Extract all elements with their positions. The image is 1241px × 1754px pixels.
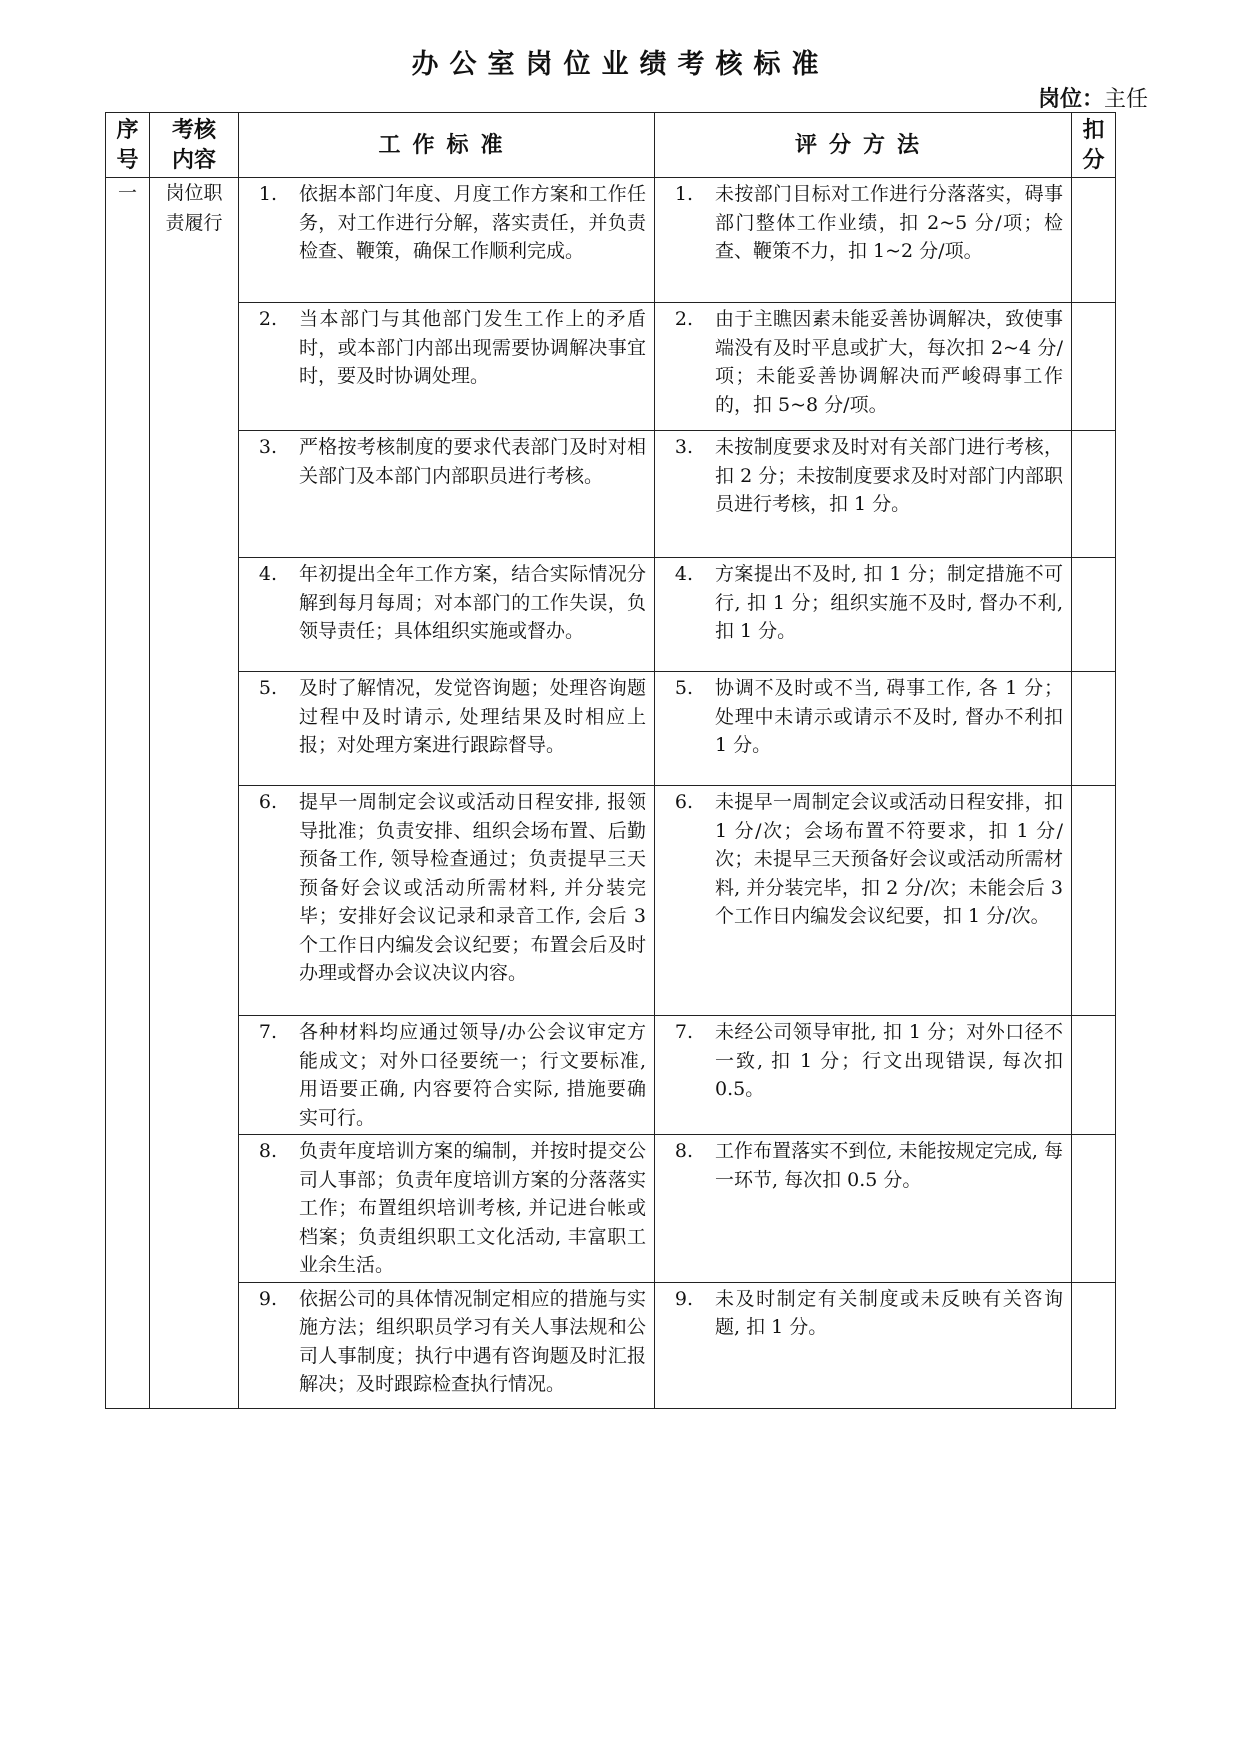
standard-cell (239, 178, 655, 303)
table-row (106, 303, 1116, 431)
method-text: 未按部门目标对工作进行分落落实，碍事部门整体工作业绩，扣 2~5 分/项；检查、鞭策不力，扣 1~2 分/项。 (715, 183, 1063, 262)
standard-text: 依据公司的具体情况制定相应的措施与实施方法；组织职员学习有关人事法规和公司人事制度；执行中遇有咨询题及时汇报解决；及时跟踪检查执行情况。 (299, 1287, 646, 1395)
header-row (106, 113, 1116, 178)
standard-number: 8. (258, 1140, 277, 1162)
method-cell (655, 1282, 1072, 1408)
standard-text: 当本部门与其他部门发生工作上的矛盾时，或本部门内部出现需要协调解决事宜时，要及时协调处理。 (299, 308, 646, 387)
standard-cell (239, 672, 655, 786)
post-value: 主任 (1103, 87, 1148, 112)
deduct-cell[interactable] (1072, 672, 1116, 786)
standard-number: 6. (258, 791, 277, 813)
table-row (106, 672, 1116, 786)
table-row (106, 1282, 1116, 1408)
method-number: 7. (674, 1021, 693, 1043)
table-row (106, 558, 1116, 672)
table-row (106, 786, 1116, 1016)
assessment-table (105, 112, 1116, 1409)
standard-text: 年初提出全年工作方案，结合实际情况分解到每月每周；对本部门的工作失误，负领导责任；具体组织实施或督办。 (299, 563, 646, 642)
method-text: 协调不及时或不当, 碍事工作, 各 1 分；处理中未请示或请示不及时, 督办不利扣 1 分。 (715, 677, 1063, 756)
standard-text: 依据本部门年度、月度工作方案和工作任务，对工作进行分解，落实责任，并负责检查、鞭策，确保工作顺利完成。 (299, 183, 646, 262)
method-number: 5. (674, 677, 693, 699)
method-cell (655, 178, 1072, 303)
standard-text: 负责年度培训方案的编制，并按时提交公司人事部；负责年度培训方案的分落落实工作；布置组织培训考核, 并记进台帐或档案；负责组织职工文化活动, 丰富职工业余生活。 (299, 1140, 646, 1276)
method-cell (655, 431, 1072, 558)
method-cell (655, 1135, 1072, 1283)
standard-cell (239, 558, 655, 672)
deduct-cell[interactable] (1072, 1135, 1116, 1283)
deduct-cell[interactable] (1072, 178, 1116, 303)
table-row (106, 1016, 1116, 1135)
deduct-cell[interactable] (1072, 303, 1116, 431)
method-number: 9. (674, 1287, 693, 1310)
method-cell (655, 303, 1072, 431)
standard-cell (239, 786, 655, 1016)
header-seq: 序号 (106, 113, 150, 178)
table-row (106, 178, 1116, 303)
standard-number: 3. (258, 436, 277, 458)
standard-cell (239, 431, 655, 558)
method-cell (655, 1016, 1072, 1135)
post-line (1038, 82, 1148, 113)
method-cell (655, 558, 1072, 672)
standard-text: 提早一周制定会议或活动日程安排, 报领导批准；负责安排、组织会场布置、后勤预备工作, 领导检查通过；负责提早三天预备好会议或活动所需材料, 并分装完毕；安排好会议记录和录音工作, 会后 3 个工作日内编发会议纪要；布置会后及时办理或督办会议决议内容。 (299, 791, 646, 984)
method-text: 未按制度要求及时对有关部门进行考核，扣 2 分；未按制度要求及时对部门内部职员进行考核，扣 1 分。 (715, 436, 1063, 515)
header-content: 考核内容 (150, 113, 239, 178)
standard-text: 各种材料均应通过领导/办公会议审定方能成文；对外口径要统一；行文要标准, 用语要正确, 内容要符合实际, 措施要确实可行。 (299, 1021, 646, 1129)
method-number: 4. (674, 563, 693, 585)
header-standard: 工作标准 (239, 113, 655, 178)
table-row (106, 1135, 1116, 1283)
method-number: 1. (674, 183, 693, 205)
standard-number: 5. (258, 677, 277, 699)
method-cell (655, 672, 1072, 786)
standard-cell (239, 1282, 655, 1408)
method-text: 未经公司领导审批, 扣 1 分；对外口径不一致, 扣 1 分；行文出现错误, 每次扣 0.5。 (715, 1021, 1063, 1100)
method-number: 2. (674, 308, 693, 330)
standard-number: 1. (258, 183, 277, 205)
standard-number: 4. (258, 563, 277, 585)
method-text: 工作布置落实不到位, 未能按规定完成, 每一环节, 每次扣 0.5 分。 (715, 1140, 1063, 1191)
method-number: 6. (674, 791, 693, 813)
document-title: 办公室岗位业绩考核标准 (411, 49, 830, 80)
method-text: 方案提出不及时, 扣 1 分；制定措施不可行, 扣 1 分；组织实施不及时, 督办不利, 扣 1 分。 (715, 563, 1063, 642)
section-name: 岗位职责履行 (150, 178, 239, 1409)
deduct-cell[interactable] (1072, 786, 1116, 1016)
standard-number: 9. (258, 1287, 277, 1310)
deduct-cell[interactable] (1072, 1016, 1116, 1135)
post-label: 岗位： (1037, 86, 1104, 112)
deduct-cell[interactable] (1072, 431, 1116, 558)
method-text: 未提早一周制定会议或活动日程安排，扣 1 分/次；会场布置不符要求，扣 1 分/次；未提早三天预备好会议或活动所需材料, 并分装完毕，扣 2 分/次；未能会后 3 个工作日内编发会议纪要，扣 1 分/次。 (715, 791, 1063, 927)
deduct-cell[interactable] (1072, 1282, 1116, 1408)
method-cell (655, 786, 1072, 1016)
deduct-cell[interactable] (1072, 558, 1116, 672)
standard-cell (239, 1135, 655, 1283)
header-method: 评分方法 (655, 113, 1072, 178)
standard-number: 7. (258, 1021, 277, 1043)
section-number: 一 (106, 178, 150, 1409)
header-deduct: 扣分 (1072, 113, 1116, 178)
table-row (106, 431, 1116, 558)
standard-text: 及时了解情况，发觉咨询题；处理咨询题过程中及时请示, 处理结果及时相应上报；对处理方案进行跟踪督导。 (299, 677, 646, 756)
standard-cell (239, 1016, 655, 1135)
standard-cell (239, 303, 655, 431)
method-text: 由于主瞧因素未能妥善协调解决，致使事端没有及时平息或扩大，每次扣 2~4 分/项；未能妥善协调解决而严峻碍事工作的，扣 5~8 分/项。 (715, 308, 1063, 416)
standard-number: 2. (258, 308, 277, 330)
standard-text: 严格按考核制度的要求代表部门及时对相关部门及本部门内部职员进行考核。 (299, 436, 646, 487)
method-number: 8. (674, 1140, 693, 1162)
method-text: 未及时制定有关制度或未反映有关咨询题, 扣 1 分。 (715, 1287, 1063, 1338)
method-number: 3. (674, 436, 693, 458)
